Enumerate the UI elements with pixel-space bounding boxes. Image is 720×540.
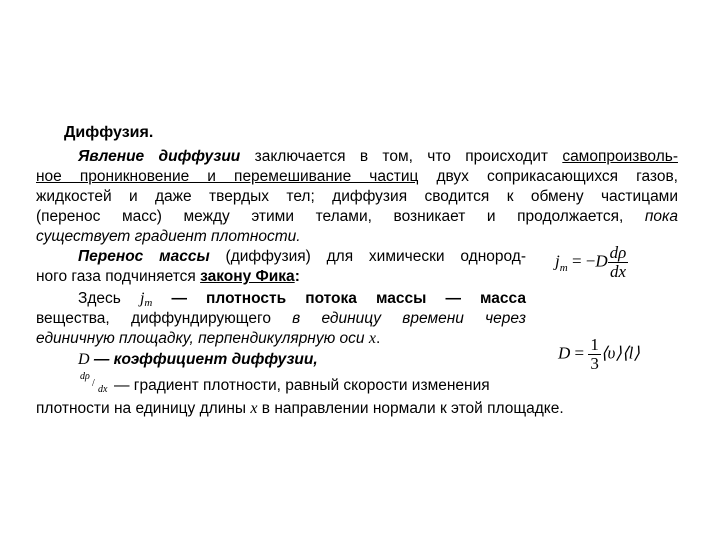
formula1-coef: D: [595, 251, 608, 271]
para5-line2-a: плотности на единицу длины: [36, 400, 251, 417]
para1-line2: [36, 168, 678, 186]
para3-line2-italic: в единицу времени через: [292, 310, 526, 327]
para3-line1-b: — плотность потока массы — масса: [152, 290, 526, 307]
para1-line2-text: двух соприкасающихся газов,: [418, 168, 678, 185]
para5-line2: [36, 400, 564, 418]
symbol-x-axis: x: [368, 330, 376, 347]
para2-line1-text: (диффузия) для химически однород-: [209, 248, 526, 265]
para1-line5: существует градиент плотности.: [36, 228, 301, 245]
gradient-den: dx: [98, 384, 108, 395]
para4-line: [78, 351, 318, 369]
formula1-eq: = −: [567, 251, 596, 271]
para1-line1-text: заключается в том, что происходит: [240, 148, 563, 165]
term-diffusion: Явление диффузии: [78, 148, 241, 165]
para1-line4: [36, 208, 678, 226]
para1-line1: [78, 148, 678, 166]
gradient-slash: /: [92, 378, 95, 389]
section-title: Диффузия.: [64, 124, 154, 141]
formula2-eq: =: [570, 343, 589, 363]
para3-line1: [78, 290, 526, 309]
symbol-x-length: x: [250, 400, 258, 417]
formula1-num: dρ: [609, 243, 627, 262]
symbol-D: D: [78, 351, 90, 368]
para3-line2: [36, 310, 526, 328]
formula2-rest: ⟨υ⟩⟨l⟩: [600, 343, 640, 363]
formula1-lhs: j: [555, 251, 560, 271]
formula2-fraction: [588, 336, 601, 373]
para3-line1-a: Здесь: [78, 290, 140, 307]
term-mass-transfer: Перенос массы: [78, 248, 210, 265]
para1-line4-text: (перенос масс) между этими телами, возникает и продолжается,: [36, 208, 645, 225]
formula2-den: 3: [590, 354, 599, 373]
para5-line2-b: в направлении нормали к этой площадке.: [257, 400, 564, 417]
para3-line3-end: .: [375, 330, 381, 347]
formula1-lhs-sub: m: [559, 261, 568, 274]
para1-underlined-1: самопроизволь-: [562, 148, 678, 165]
para1-line4-italic: пока: [644, 208, 678, 225]
formula2-num: 1: [590, 335, 599, 354]
para3-line2-text: вещества, диффундирующего: [36, 310, 293, 327]
formula-ficks-law: [555, 244, 628, 281]
symbol-jm: j: [139, 290, 145, 307]
para2-line2-text: ного газа подчиняется: [36, 268, 201, 285]
para2-line1: [78, 248, 526, 266]
para5-line1: — градиент плотности, равный скорости изменения: [114, 377, 490, 394]
para2-colon: :: [294, 268, 300, 285]
para2-line2: [36, 268, 300, 286]
gradient-num: dρ: [80, 371, 90, 382]
para3-line3-italic: единичную площадку, перпендикулярную оси: [36, 330, 369, 347]
formula-diffusion-coefficient: [558, 336, 640, 373]
formula1-fraction: [608, 244, 629, 281]
para3-line3: [36, 330, 380, 348]
formula2-lhs: D: [558, 343, 571, 363]
diffusion-coefficient-text: — коэффициент диффузии,: [89, 351, 318, 368]
symbol-jm-sub: m: [144, 297, 153, 309]
para1-underlined-2: ное проникновение и перемешивание частиц: [36, 168, 419, 185]
ficks-law-link: закону Фика: [200, 268, 295, 285]
formula1-den: dx: [609, 262, 627, 281]
para1-line3: жидкостей и даже твердых тел; диффузия сводится к обмену частицами: [36, 188, 678, 205]
